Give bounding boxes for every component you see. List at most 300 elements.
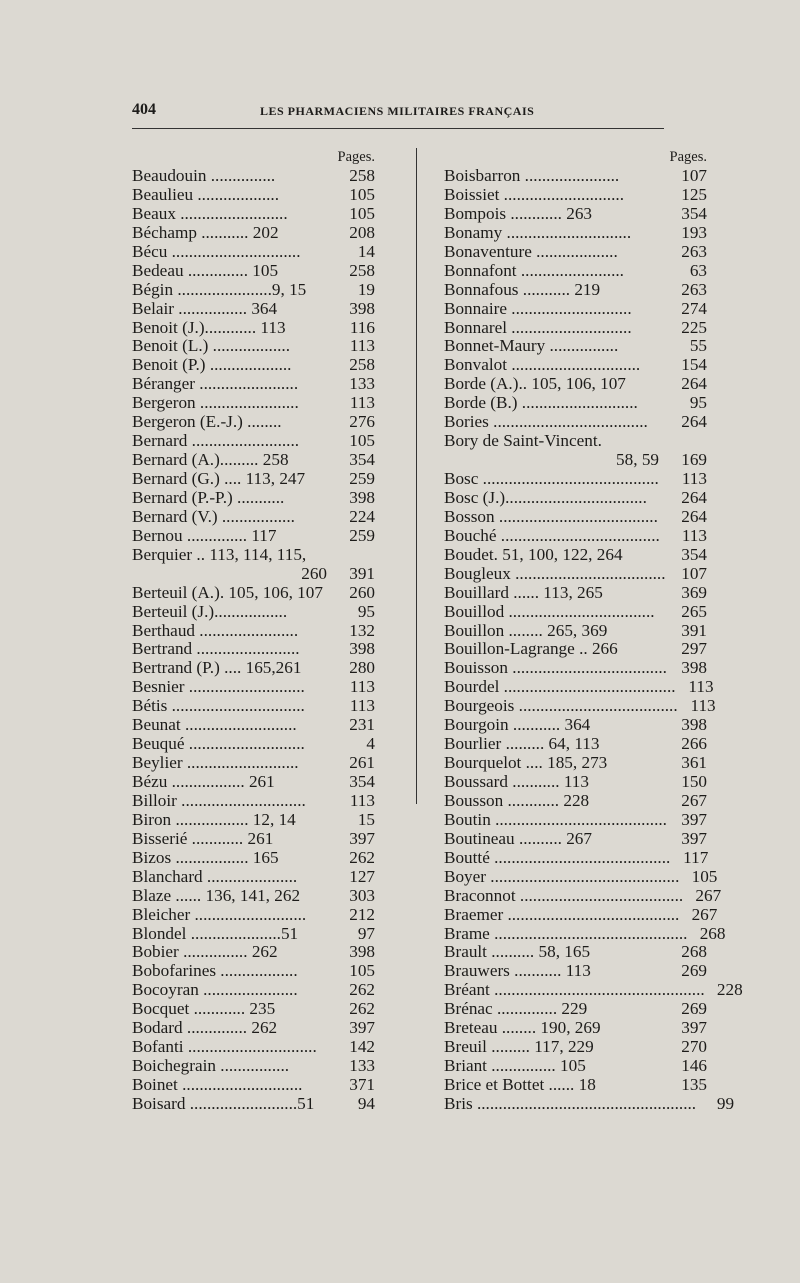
entry-name: Boutineau .......... 267 <box>444 828 592 848</box>
entry-name: Bousson ............ 228 <box>444 790 590 810</box>
entry-page: 105 <box>349 431 375 451</box>
entry-name: Blondel .....................51 <box>132 923 299 943</box>
index-entry <box>444 716 707 735</box>
index-entry <box>132 224 375 243</box>
entry-page: 398 <box>681 658 707 678</box>
right-index-column <box>444 148 743 1114</box>
entry-page: 354 <box>349 772 375 791</box>
entry-name: Bernard (V.) ................. <box>132 506 295 526</box>
entry-name: Bompois ............ 263 <box>444 203 593 223</box>
entry-page: 154 <box>681 355 707 375</box>
entry-name: Bouisson .................................... <box>444 658 667 678</box>
entry-page: 133 <box>349 1056 375 1076</box>
entry-page: 276 <box>349 412 375 432</box>
index-entry <box>444 1038 707 1057</box>
entry-name: Brice et Bottet ...... 18 <box>444 1075 596 1094</box>
index-entry <box>132 962 375 981</box>
index-entry <box>132 205 375 224</box>
index-entry <box>444 962 707 981</box>
index-entry <box>132 356 375 375</box>
index-entry <box>444 603 707 622</box>
index-entry <box>132 413 375 432</box>
entry-page: 94 <box>357 1093 375 1113</box>
entry-page: 14 <box>357 241 375 261</box>
index-entry <box>444 186 707 205</box>
entry-page: 258 <box>349 355 375 375</box>
index-entry <box>444 281 707 300</box>
pages-column-label: Pages. <box>669 149 707 165</box>
entry-name: Benoit (J.)............ 113 <box>132 317 286 337</box>
entry-page: 208 <box>349 222 375 242</box>
entry-page: 397 <box>681 828 707 848</box>
index-entry <box>444 337 707 356</box>
entry-page: 391 <box>681 620 707 640</box>
entry-page: 142 <box>349 1037 375 1057</box>
entry-name: Beaudouin ............... <box>132 166 276 185</box>
entry-name: Bégin ......................9, 15 <box>132 279 307 299</box>
entry-page: 117 <box>683 847 709 867</box>
index-entry <box>444 300 707 319</box>
index-entry <box>444 319 707 338</box>
entry-name: Bézu ................. 261 <box>132 772 275 791</box>
entry-page: 105 <box>349 203 375 223</box>
entry-name: Bobofarines .................. <box>132 961 298 981</box>
entry-name: Bizos ................. 165 <box>132 847 279 867</box>
index-entry <box>132 300 375 319</box>
entry-page: 354 <box>349 450 375 470</box>
entry-page: 4 <box>366 734 375 754</box>
entry-name: Bétis ............................... <box>132 696 305 716</box>
entry-page: 225 <box>681 317 707 337</box>
index-entry <box>132 716 375 735</box>
entry-page: 265 <box>681 601 707 621</box>
index-entry <box>444 980 743 1000</box>
pages-column-label: Pages. <box>337 149 375 165</box>
entry-name: Bernard (P.-P.) ........... <box>132 487 285 507</box>
entry-name: Berteuil (J.)................. <box>132 601 288 621</box>
entry-page: 397 <box>349 828 375 848</box>
index-entry <box>132 1095 375 1114</box>
entry-page: 125 <box>681 184 707 204</box>
entry-name: Berteuil (A.). 105, 106, 107 <box>132 582 323 602</box>
entry-name: Bourdel ........................................ <box>444 677 676 697</box>
entry-name: Biron ................. 12, 14 <box>132 809 296 829</box>
entry-page: 113 <box>681 525 707 545</box>
index-entry <box>444 696 716 716</box>
entry-name: Bofanti .............................. <box>132 1037 317 1057</box>
entry-name: Bonvalot .............................. <box>444 355 641 375</box>
index-entry <box>444 489 707 508</box>
entry-page: 397 <box>349 1018 375 1038</box>
entry-name: Boisbarron ...................... <box>444 166 620 185</box>
index-entry <box>444 735 707 754</box>
header-rule <box>132 128 664 129</box>
index-entry <box>132 622 375 641</box>
index-entry <box>444 224 707 243</box>
entry-page: 95 <box>357 601 375 621</box>
entry-page: 297 <box>681 639 707 659</box>
entry-name: Bertrand ........................ <box>132 639 300 659</box>
entry-name: Bisserié ............ 261 <box>132 828 274 848</box>
entry-page: 262 <box>349 847 375 867</box>
entry-name: Berquier .. 113, 114, 115, <box>132 544 307 564</box>
entry-name: Bourgoin ........... 364 <box>444 715 591 735</box>
entry-page: 262 <box>349 999 375 1019</box>
entry-page: 113 <box>349 696 375 716</box>
entry-name: Besnier ........................... <box>132 677 305 697</box>
entry-page: 19 <box>357 279 375 299</box>
index-entry <box>444 885 722 906</box>
index-entry <box>132 262 375 281</box>
entry-page: 264 <box>681 506 707 526</box>
index-entry <box>444 546 707 565</box>
entry-page: 398 <box>349 942 375 962</box>
entry-page: 135 <box>681 1075 707 1094</box>
entry-name: Béchamp ........... 202 <box>132 222 279 242</box>
entry-name: Boisard .........................51 <box>132 1093 315 1113</box>
index-entry <box>132 1000 375 1019</box>
entry-name: Bosson ..................................... <box>444 506 658 526</box>
index-entry <box>132 1076 375 1095</box>
entry-name: Billoir ............................. <box>132 790 306 810</box>
index-entry <box>132 186 375 205</box>
running-head: LES PHARMACIENS MILITAIRES FRANÇAIS <box>260 104 535 118</box>
index-entry <box>132 906 375 925</box>
entry-page: 258 <box>349 166 375 185</box>
entry-name: Blaze ...... 136, 141, 262 <box>132 885 301 905</box>
index-entry <box>132 319 375 338</box>
entry-name: Briant ............... 105 <box>444 1056 586 1076</box>
index-entry <box>444 584 707 603</box>
entry-page: 270 <box>681 1037 707 1057</box>
index-entry <box>444 1057 707 1076</box>
column-divider <box>416 148 417 804</box>
index-entry <box>132 811 375 830</box>
index-entry <box>444 622 707 641</box>
entry-name: Bernard ......................... <box>132 431 300 451</box>
index-entry <box>444 470 707 489</box>
entry-name: Berthaud ....................... <box>132 620 299 640</box>
entry-page: 105 <box>349 184 375 204</box>
index-entry <box>132 167 375 186</box>
index-entry <box>444 773 707 792</box>
entry-name: Bergeron ....................... <box>132 393 299 413</box>
entry-name: Beuqué ........................... <box>132 734 305 754</box>
entry-page: 116 <box>349 317 375 337</box>
index-entry <box>444 527 707 546</box>
entry-page: 274 <box>681 298 707 318</box>
entry-page: 361 <box>681 753 707 773</box>
entry-page: 127 <box>349 866 375 886</box>
index-entry <box>444 830 707 849</box>
index-entry <box>132 943 375 962</box>
index-entry <box>444 432 707 451</box>
index-entry <box>444 792 707 811</box>
entry-name: Bernou .............. 117 <box>132 525 277 545</box>
index-entry <box>132 887 375 906</box>
entry-page: 231 <box>349 715 375 735</box>
entry-name: Bouillod .................................. <box>444 601 655 621</box>
entry-name: Bourquelot .... 185, 273 <box>444 753 608 773</box>
index-entry <box>132 394 375 413</box>
index-entry <box>444 943 707 962</box>
index-entry <box>444 640 707 659</box>
entry-page: 193 <box>681 222 707 242</box>
entry-name: Bonaventure ................... <box>444 241 618 261</box>
index-entry <box>132 868 375 887</box>
entry-page: 259 <box>349 469 375 488</box>
entry-name: Boudet. 51, 100, 122, 264 <box>444 544 623 564</box>
entry-name: Bories .................................... <box>444 412 648 432</box>
entry-name: Bonamy ............................. <box>444 222 632 242</box>
entry-page: 264 <box>681 487 707 507</box>
index-entry <box>132 659 375 678</box>
entry-page: 132 <box>349 620 375 640</box>
left-index-column <box>132 148 375 1114</box>
entry-name: Braconnot ...................................... <box>444 885 684 905</box>
entry-name: Bonnarel ............................ <box>444 317 632 337</box>
entry-name: Borde (A.).. 105, 106, 107 <box>444 374 626 394</box>
index-entry <box>444 904 718 925</box>
index-entry <box>132 792 375 811</box>
index-entry <box>132 451 375 470</box>
entry-page: 266 <box>681 734 707 754</box>
entry-name: Boissiet ............................ <box>444 184 624 204</box>
index-entry <box>444 205 707 224</box>
index-entry <box>444 1019 707 1038</box>
entry-page: 105 <box>349 961 375 981</box>
entry-name: Bertrand (P.) .... 165,261 <box>132 658 302 678</box>
entry-name: Bourgeois ..................................... <box>444 696 678 716</box>
entry-page: 15 <box>357 809 375 829</box>
index-entry <box>132 754 375 773</box>
entry-name: Bécu .............................. <box>132 241 301 261</box>
index-entry <box>444 849 707 868</box>
entry-page: 397 <box>681 1018 707 1038</box>
entry-name: Bonnafont ........................ <box>444 260 624 280</box>
index-entry <box>444 243 707 262</box>
index-entry <box>132 508 375 527</box>
entry-page: 212 <box>349 904 375 924</box>
entry-page: 268 <box>699 923 726 943</box>
index-entry <box>444 866 718 887</box>
index-entry <box>132 1019 375 1038</box>
entry-name: Breuil ......... 117, 229 <box>444 1037 594 1057</box>
entry-name: Boichegrain ................ <box>132 1056 290 1076</box>
entry-page: 303 <box>349 885 375 905</box>
entry-page: 113 <box>681 469 707 488</box>
entry-page: 133 <box>349 374 375 394</box>
index-entry <box>132 281 375 300</box>
entry-page: 371 <box>349 1075 375 1094</box>
entry-page: 63 <box>689 260 707 280</box>
entry-page: 369 <box>681 582 707 602</box>
entry-name: 260 <box>301 563 327 583</box>
entry-name: Bris ................................................... <box>444 1093 697 1113</box>
entry-name: Bobier ............... 262 <box>132 942 278 962</box>
entry-name: Bouché ..................................... <box>444 525 660 545</box>
index-entry <box>132 432 375 451</box>
entry-page: 263 <box>681 241 707 261</box>
entry-page: 264 <box>681 374 707 394</box>
entry-page: 113 <box>688 677 714 697</box>
entry-name: 58, 59 <box>616 450 659 470</box>
entry-name: Bosc ......................................... <box>444 469 659 488</box>
entry-page: 260 <box>349 582 375 602</box>
index-entry <box>444 677 714 697</box>
entry-page: 391 <box>349 563 375 583</box>
entry-name: Bergeron (E.-J.) ........ <box>132 412 282 432</box>
index-entry <box>444 659 707 678</box>
entry-name: Bougleux ................................... <box>444 563 666 583</box>
entry-page: 397 <box>681 809 707 829</box>
index-entry <box>132 565 375 584</box>
entry-page: 113 <box>349 336 375 356</box>
entry-page: 398 <box>681 715 707 735</box>
entry-name: Bodard .............. 262 <box>132 1018 278 1038</box>
entry-name: Blanchard ..................... <box>132 866 298 886</box>
entry-page: 267 <box>695 885 722 905</box>
entry-name: Boyer ............................................ <box>444 866 680 886</box>
entry-page: 224 <box>349 506 375 526</box>
index-entry <box>132 773 375 792</box>
entry-page: 105 <box>691 866 718 886</box>
entry-name: Bourlier ......... 64, 113 <box>444 734 600 754</box>
entry-page: 169 <box>681 450 707 470</box>
entry-page: 258 <box>349 260 375 280</box>
entry-page: 398 <box>349 639 375 659</box>
entry-page: 269 <box>681 999 707 1019</box>
entry-name: Belair ................ 364 <box>132 298 278 318</box>
entry-page: 267 <box>691 904 718 924</box>
entry-page: 264 <box>681 412 707 432</box>
entry-page: 398 <box>349 298 375 318</box>
page-number: 404 <box>132 101 156 118</box>
index-entry <box>132 735 375 754</box>
index-entry <box>132 981 375 1000</box>
entry-page: 150 <box>681 772 707 791</box>
entry-name: Bouillon ........ 265, 369 <box>444 620 608 640</box>
entry-page: 263 <box>681 279 707 299</box>
index-entry <box>444 1093 735 1114</box>
entry-name: Brauwers ........... 113 <box>444 961 591 981</box>
index-entry <box>444 1076 707 1095</box>
entry-name: Bernard (G.) .... 113, 247 <box>132 469 306 488</box>
entry-page: 261 <box>349 753 375 773</box>
entry-page: 113 <box>349 790 375 810</box>
index-entry <box>132 243 375 262</box>
index-entry <box>444 754 707 773</box>
index-entry <box>132 640 375 659</box>
entry-page: 95 <box>689 393 707 413</box>
entry-name: Benoit (L.) .................. <box>132 336 291 356</box>
index-entry <box>132 830 375 849</box>
index-entry <box>132 489 375 508</box>
index-entry <box>132 849 375 868</box>
entry-page: 259 <box>349 525 375 545</box>
entry-page: 146 <box>681 1056 707 1076</box>
index-entry <box>444 508 707 527</box>
entry-name: Bosc (J.)................................. <box>444 487 647 507</box>
index-entry <box>132 470 375 489</box>
entry-name: Bory de Saint-Vincent. <box>444 431 602 451</box>
entry-name: Boinet ............................ <box>132 1075 303 1094</box>
index-entry <box>444 413 707 432</box>
entry-name: Beaulieu ................... <box>132 184 280 204</box>
index-entry <box>132 678 375 697</box>
index-entry <box>444 262 707 281</box>
entry-page: 398 <box>349 487 375 507</box>
index-entry <box>444 811 707 830</box>
entry-name: Brame ............................................. <box>444 923 688 943</box>
entry-page: 228 <box>716 980 743 1000</box>
entry-name: Bouillard ...... 113, 265 <box>444 582 603 602</box>
index-entry <box>132 527 375 546</box>
entry-name: Beaux ......................... <box>132 203 288 223</box>
index-entry <box>132 1057 375 1076</box>
entry-name: Breteau ........ 190, 269 <box>444 1018 601 1038</box>
entry-name: Boutté ......................................... <box>444 847 671 867</box>
index-entry <box>444 923 726 944</box>
entry-page: 354 <box>681 203 707 223</box>
entry-name: Borde (B.) ........................... <box>444 393 638 413</box>
index-entry <box>444 394 707 413</box>
index-entry <box>132 925 375 944</box>
entry-page: 97 <box>357 923 375 943</box>
entry-page: 55 <box>689 336 707 356</box>
entry-name: Bonnafous ........... 219 <box>444 279 601 299</box>
index-entry <box>444 375 707 394</box>
index-entry <box>132 697 375 716</box>
entry-name: Benoit (P.) ................... <box>132 355 292 375</box>
entry-page: 280 <box>349 658 375 678</box>
index-entry <box>444 451 707 470</box>
entry-page: 269 <box>681 961 707 981</box>
index-entry <box>132 375 375 394</box>
index-entry <box>444 356 707 375</box>
entry-name: Beylier .......................... <box>132 753 299 773</box>
entry-page: 354 <box>681 544 707 564</box>
entry-name: Braemer ........................................ <box>444 904 680 924</box>
entry-page: 99 <box>716 1093 735 1113</box>
index-entry <box>132 546 375 565</box>
entry-page: 107 <box>681 563 707 583</box>
index-entry <box>132 1038 375 1057</box>
entry-name: Beunat .......................... <box>132 715 297 735</box>
entry-name: Bleicher .......................... <box>132 904 307 924</box>
index-entry <box>444 565 707 584</box>
entry-name: Bouillon-Lagrange .. 266 <box>444 639 618 659</box>
index-entry <box>444 167 707 186</box>
entry-name: Bréant ................................................. <box>444 980 705 1000</box>
entry-page: 107 <box>681 166 707 185</box>
entry-page: 113 <box>690 696 716 716</box>
entry-page: 267 <box>681 790 707 810</box>
entry-page: 262 <box>349 980 375 1000</box>
entry-name: Bocquet ............ 235 <box>132 999 276 1019</box>
entry-name: Bonnaire ............................ <box>444 298 632 318</box>
index-entry <box>444 1000 707 1019</box>
entry-page: 113 <box>349 677 375 697</box>
entry-name: Béranger ....................... <box>132 374 299 394</box>
index-entry <box>132 603 375 622</box>
entry-name: Bocoyran ...................... <box>132 980 298 1000</box>
entry-name: Bernard (A.)......... 258 <box>132 450 289 470</box>
entry-name: Boutin ........................................ <box>444 809 667 829</box>
entry-name: Bedeau .............. 105 <box>132 260 279 280</box>
entry-name: Bonnet-Maury ................ <box>444 336 619 356</box>
index-entry <box>132 337 375 356</box>
